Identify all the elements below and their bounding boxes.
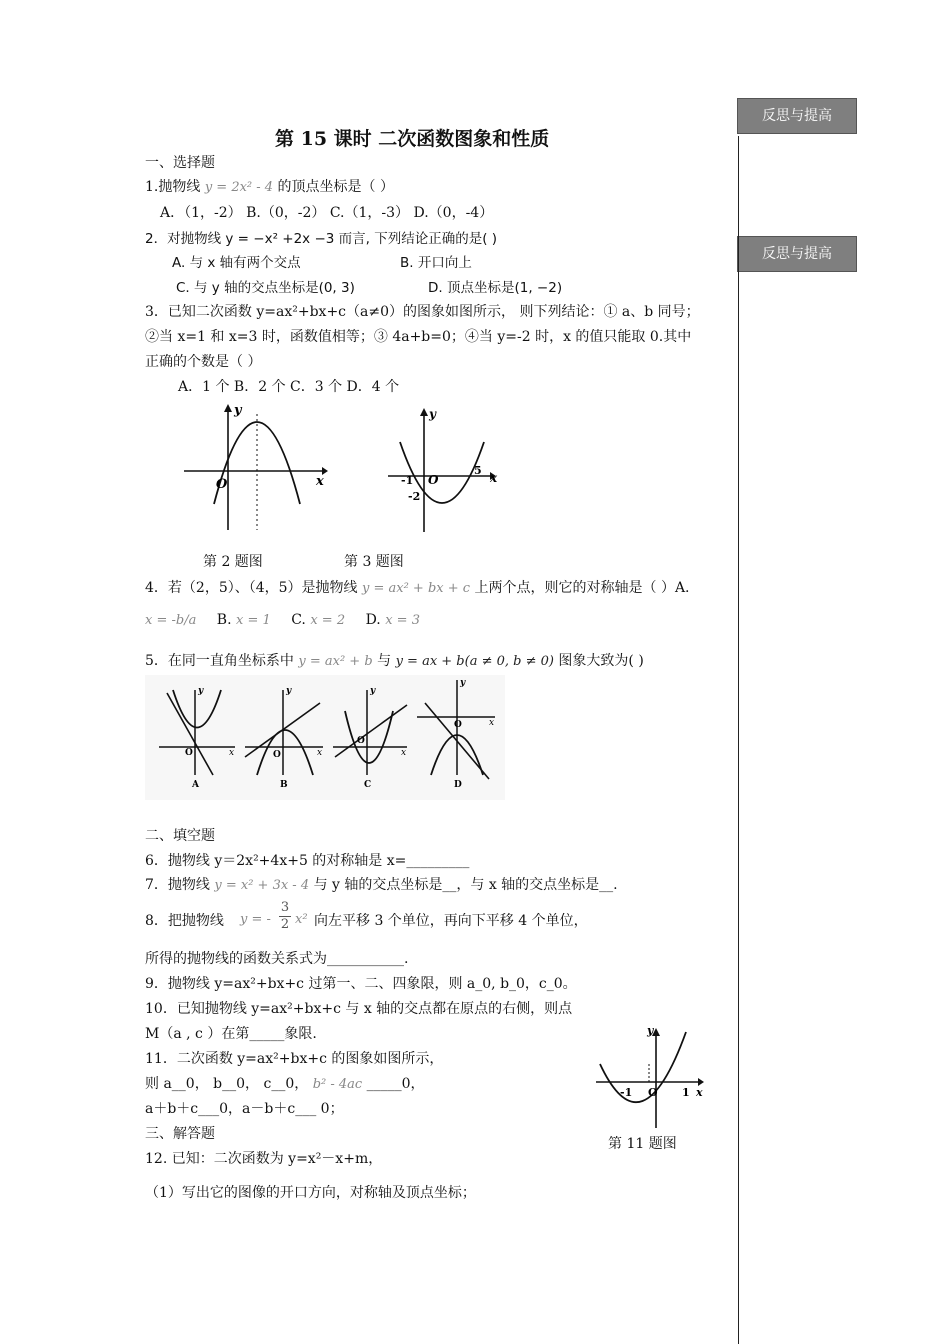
q4-option-b-label: B. — [216, 612, 232, 628]
question-11-line-1: 11．二次函数 y=ax²+bx+c 的图象如图所示， — [145, 1051, 444, 1067]
x-axis-arrow — [698, 1078, 704, 1086]
q5-mid: 与 — [377, 653, 392, 669]
y-label: y — [234, 403, 242, 418]
q4-option-d: x = 3 — [385, 613, 420, 628]
question-6: 6．抛物线 y＝2x²+4x+5 的对称轴是 x=_________ — [145, 853, 470, 869]
origin-label: O — [428, 473, 439, 487]
question-7 — [145, 874, 618, 894]
q7-pre: 7．抛物线 — [145, 877, 210, 893]
q11-discriminant: b² - 4ac — [312, 1077, 363, 1092]
question-4 — [145, 577, 690, 597]
q8-expression-x: x² — [295, 912, 308, 927]
y-label: y — [429, 407, 436, 421]
question-11-line-3: a＋b＋c___0，a－b＋c___ 0； — [145, 1101, 344, 1117]
question-11-line-2 — [145, 1073, 425, 1093]
origin-label: O — [273, 750, 281, 760]
origin-label: O — [185, 748, 193, 758]
question-3-line-3: 正确的个数是（ ） — [145, 354, 262, 370]
question-8-post: 向左平移 3 个单位，再向下平移 4 个单位， — [314, 913, 588, 929]
question-10-line-2: M（a , c ）在第_____象限. — [145, 1026, 317, 1042]
q1-expression: y = 2x² - 4 — [204, 180, 274, 195]
q4-pre: 4．若（2，5）、（4，5）是抛物线 — [145, 580, 358, 596]
question-10-line-1: 10．已知抛物线 y=ax²+bx+c 与 x 轴的交点都在原点的右侧，则点 — [145, 1001, 573, 1017]
question-12-line-2: （1）写出它的图像的开口方向，对称轴及顶点坐标； — [145, 1185, 476, 1201]
origin-label: O — [454, 720, 462, 730]
margin-divider — [738, 136, 739, 1344]
q4-options — [145, 612, 420, 628]
q8-expression-y: y = - — [240, 912, 271, 927]
y-label: y — [198, 686, 204, 696]
caption-fig11: 第 11 题图 — [608, 1136, 677, 1152]
q11-line2-pre: 则 a__0， b__0， c__0， — [145, 1076, 309, 1092]
q8-denominator: 2 — [280, 917, 290, 932]
question-9: 9．抛物线 y=ax²+bx+c 过第一、二、四象限，则 a_0, b_0，c_0。 — [145, 976, 577, 992]
y-label: y — [460, 678, 466, 688]
tick-minus-2: -2 — [408, 490, 421, 503]
y-axis-arrow — [224, 404, 232, 412]
question-3-line-1: 3．已知二次函数 y=ax²+bx+c（a≠0）的图象如图所示， 则下列结论：① a、b 同号； — [145, 304, 700, 320]
figure-q3-graph — [384, 404, 504, 536]
caption-fig2: 第 2 题图 — [203, 554, 263, 570]
q4-option-a: x = -b/a — [145, 613, 197, 628]
question-3-line-2: ②当 x=1 和 x=3 时，函数值相等；③ 4a+b=0；④当 y=-2 时，x 的值只能取 0.其中 — [145, 329, 692, 345]
question-12-line-1: 12. 已知：二次函数为 y=x²－x+m， — [145, 1151, 383, 1167]
figure-q11-graph — [592, 1024, 710, 1130]
x-label: x — [489, 718, 495, 728]
x-label: x — [317, 748, 323, 758]
tick-1: 1 — [682, 1086, 690, 1099]
q7-post: 与 y 轴的交点坐标是__，与 x 轴的交点坐标是__. — [313, 877, 618, 893]
y-label: y — [370, 686, 376, 696]
x-label: x — [316, 474, 324, 489]
q2-option-d: D. 顶点坐标是(1, −2) — [428, 280, 563, 296]
sidebar-box-reflection-2: 反思与提高 — [737, 236, 857, 272]
tick-minus-1: -1 — [620, 1086, 633, 1099]
label-d: D — [454, 780, 462, 790]
x-label: x — [401, 748, 407, 758]
q1-stem-pre: 1.抛物线 — [145, 179, 201, 195]
question-1 — [145, 176, 394, 196]
origin-label: O — [648, 1086, 658, 1099]
section-fill-in: 二、填空题 — [145, 828, 215, 844]
origin-label: O — [216, 477, 228, 492]
q8-numerator: 3 — [280, 900, 290, 915]
sidebar-box-reflection-1: 反思与提高 — [737, 98, 857, 134]
figure-q5-graphs — [145, 675, 505, 800]
page-title: 第 15 课时 二次函数图象和性质 — [275, 128, 550, 150]
q5-post: 图象大致为( ) — [558, 653, 644, 669]
q8-fraction — [279, 900, 291, 933]
q5-expression-1: y = ax² + b — [298, 654, 373, 669]
q2-option-c: C. 与 y 轴的交点坐标是(0, 3) — [176, 280, 355, 296]
section-choice: 一、选择题 — [145, 155, 215, 171]
question-5 — [145, 650, 644, 670]
q1-stem-post: 的顶点坐标是（ ） — [277, 179, 394, 195]
y-label: y — [286, 686, 292, 696]
q5-expression-2: y = ax + b(a ≠ 0, b ≠ 0) — [395, 654, 554, 669]
q1-options: A．（1，-2） B.（0，-2） C.（1，-3） D.（0，-4） — [160, 205, 494, 221]
label-b: B — [280, 780, 288, 790]
caption-fig3: 第 3 题图 — [344, 554, 404, 570]
tick-minus-1: -1 — [401, 474, 414, 487]
tick-5: 5 — [474, 464, 482, 477]
origin-label: O — [357, 736, 365, 746]
y-label: y — [647, 1024, 654, 1037]
q11-line2-post: _____0， — [366, 1076, 425, 1092]
parabola — [600, 1032, 686, 1102]
q4-option-c: x = 2 — [310, 613, 346, 628]
question-2: 2．对抛物线 y = −x² +2x −3 而言, 下列结论正确的是( ) — [145, 231, 498, 247]
label-a: A — [192, 780, 199, 790]
q4-option-b: x = 1 — [236, 613, 271, 628]
section-solve: 三、解答题 — [145, 1126, 215, 1142]
q2-option-b: B. 开口向上 — [400, 255, 472, 271]
y-axis-arrow — [420, 408, 428, 416]
q3-options: A．1 个 B．2 个 C．3 个 D．4 个 — [178, 379, 400, 395]
q5-pre: 5．在同一直角坐标系中 — [145, 653, 294, 669]
label-c: C — [364, 780, 372, 790]
q4-option-d-label: D. — [365, 612, 381, 628]
q4-option-c-label: C. — [291, 612, 306, 628]
question-8-line-2: 所得的抛物线的函数关系式为___________. — [145, 951, 409, 967]
q4-post: 上两个点，则它的对称轴是（ ）A. — [474, 580, 690, 596]
figure-q2-graph — [180, 400, 330, 535]
question-8-pre: 8．把抛物线 — [145, 913, 224, 929]
q4-expression: y = ax² + bx + c — [362, 581, 471, 596]
q2-option-a: A. 与 x 轴有两个交点 — [172, 255, 301, 271]
x-label: x — [229, 748, 235, 758]
x-label: x — [696, 1086, 703, 1099]
x-label: x — [490, 471, 498, 485]
q7-expression: y = x² + 3x - 4 — [214, 878, 310, 893]
